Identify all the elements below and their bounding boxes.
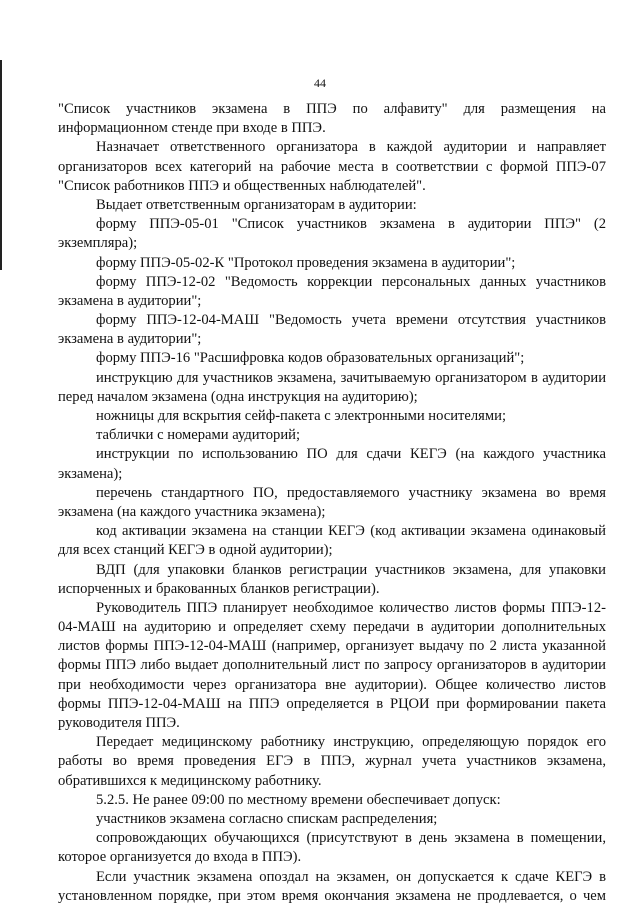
text-line: Выдает ответственным организаторам в аудитории: <box>96 196 417 213</box>
text-line: экзамена в аудитории"; <box>58 292 202 309</box>
text-line: Если участник экзамена опоздал на экзамен, он допускается к сдаче КЕГЭ в <box>96 868 606 885</box>
text-line: 04-МАШ на аудиторию и определяет схему передачи в аудитории дополнительных <box>58 619 606 636</box>
text-line: работы во время проведения ЕГЭ в ППЭ, журнал учета участников экзамена, <box>58 753 606 770</box>
text-line: руководителя ППЭ. <box>58 715 180 731</box>
text-line: экзамена); <box>58 465 123 482</box>
text-line: "Список участников экзамена в ППЭ по алфавиту" для размещения на <box>58 101 606 117</box>
text-line: испорченных и бракованных бланков регистрации). <box>58 580 380 597</box>
text-line: формы ППЭ либо выдает дополнительный лист по запросу организаторов в аудитории <box>58 657 606 674</box>
text-line: для всех станций КЕГЭ в одной аудитории); <box>58 542 333 559</box>
text-line: 5.2.5. Не ранее 09:00 по местному времени обеспечивает допуск: <box>96 791 501 808</box>
text-line: информационном стенде при входе в ППЭ. <box>58 120 326 137</box>
text-line: код активации экзамена на станции КЕГЭ (код активации экзамена одинаковый <box>96 523 606 540</box>
text-line: листов формы ППЭ-12-04-МАШ (например, организует выдачу по 2 листа указанной <box>58 638 606 655</box>
text-line: инструкцию для участников экзамена, зачитываемую организатором в аудитории <box>96 369 606 386</box>
text-line: таблички с номерами аудиторий; <box>96 427 301 444</box>
text-line: форму ППЭ-12-04-МАШ "Ведомость учета времени отсутствия участников <box>96 312 606 329</box>
text-line: форму ППЭ-16 "Расшифровка кодов образовательных организаций"; <box>96 350 525 367</box>
text-line: формы ППЭ-12-04-МАШ на ППЭ определяется в РЦОИ при формировании пакета <box>58 695 606 712</box>
text-line: экземпляра); <box>58 235 138 252</box>
text-line: форму ППЭ-12-02 "Ведомость коррекции персональных данных участников <box>96 273 606 290</box>
text-line: участников экзамена согласно спискам распределения; <box>96 810 438 827</box>
text-line: инструкции по использованию ПО для сдачи КЕГЭ (на каждого участника <box>96 446 606 463</box>
text-line: при необходимости через организатора вне аудитории). Общее количество листов <box>58 676 606 693</box>
text-line: обратившихся к медицинскому работнику. <box>58 772 322 789</box>
text-line: установленном порядке, при этом время окончания экзамена не продлевается, о чем <box>58 887 606 904</box>
text-line: экзамена в аудитории"; <box>58 331 202 348</box>
document-body <box>58 100 606 906</box>
text-line: организаторов всех категорий на рабочие места в соответствии с формой ППЭ-07 <box>58 158 606 175</box>
text-line: Руководитель ППЭ планирует необходимое количество листов формы ППЭ-12- <box>96 599 606 616</box>
text-line: которое организуется до входа в ППЭ). <box>58 849 302 866</box>
text-line: форму ППЭ-05-02-К "Протокол проведения экзамена в аудитории"; <box>96 254 516 271</box>
text-line: "Список работников ППЭ и общественных наблюдателей". <box>58 177 426 194</box>
text-line: Передает медицинскому работнику инструкцию, определяющую порядок его <box>96 734 606 751</box>
text-line: форму ППЭ-05-01 "Список участников экзамена в аудитории ППЭ" (2 <box>96 216 606 233</box>
text-line: Назначает ответственного организатора в каждой аудитории и направляет <box>96 139 606 156</box>
text-line: экзамена (на каждого участника экзамена); <box>58 503 326 520</box>
text-line: ножницы для вскрытия сейф-пакета с электронными носителями; <box>96 408 506 424</box>
text-line: перечень стандартного ПО, предоставляемого участнику экзамена во время <box>96 484 606 501</box>
text-line: перед началом экзамена (одна инструкция на аудиторию); <box>58 388 418 405</box>
page-number: 44 <box>314 76 326 90</box>
text-line: сопровождающих обучающихся (присутствуют в день экзамена в помещении, <box>96 830 606 847</box>
scan-edge-mark <box>0 60 2 270</box>
text-line: ВДП (для упаковки бланков регистрации участников экзамена, для упаковки <box>96 561 606 578</box>
